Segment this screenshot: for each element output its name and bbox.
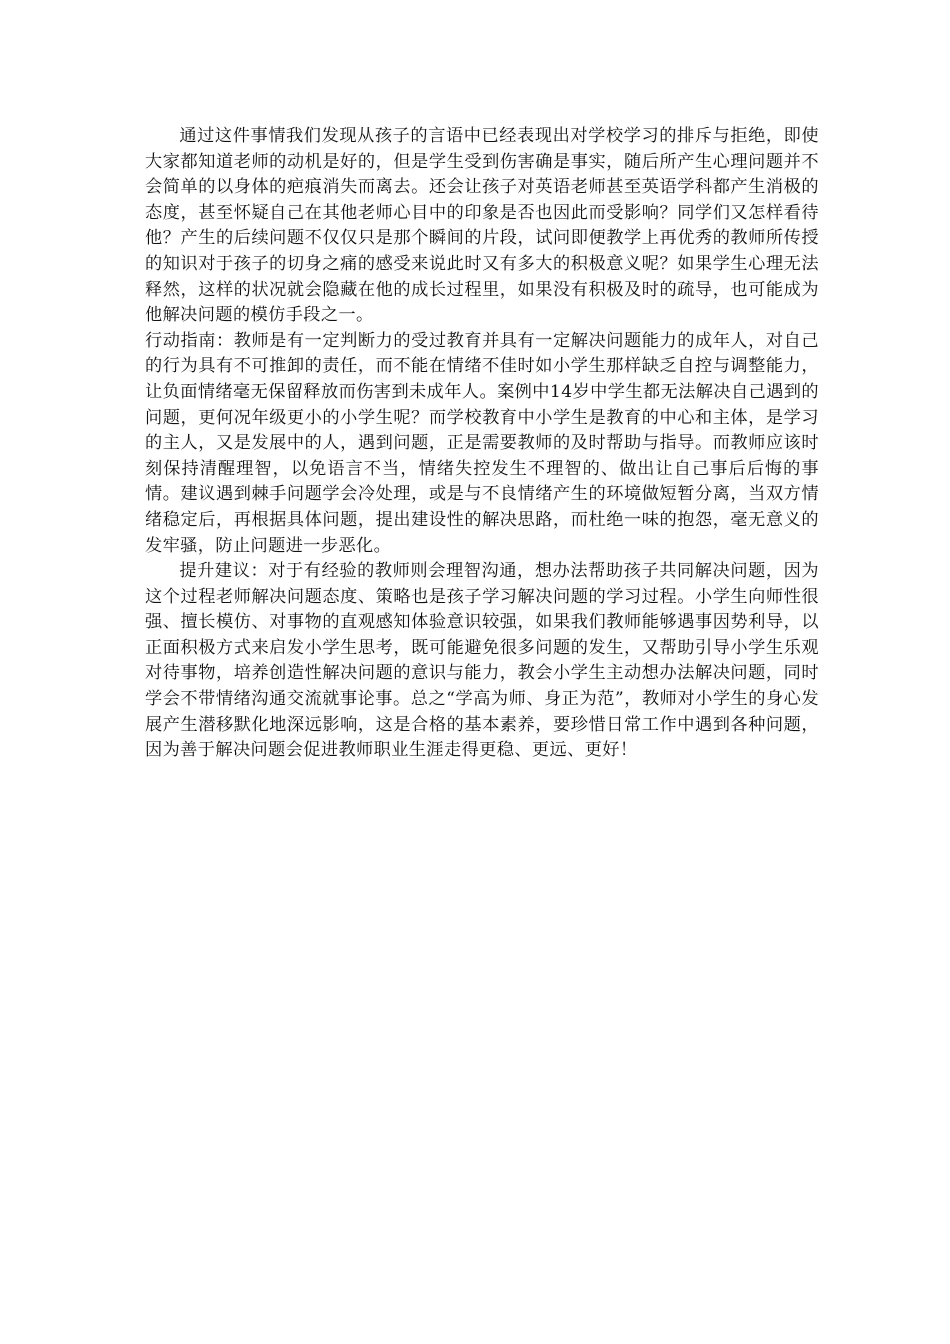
paragraph-reflection: 通过这件事情我们发现从孩子的言语中已经表现出对学校学习的排斥与拒绝，即使大家都知道老师的动机是好的，但是学生受到伤害确是事实，随后所产生心理问题并不会简单的以身体的疤痕消失而离去。还会让孩子对英语老师甚至英语学科都产生消极的态度，甚至怀疑自己在其他老师心目中的印象是否也因此而受影响？同学们又怎样看待他？产生的后续问题不仅仅只是那个瞬间的片段，试问即便教学上再优秀的教师所传授的知识对于孩子的切身之痛的感受来说此时又有多大的积极意义呢？如果学生心理无法释然，这样的状况就会隐藏在他的成长过程里，如果没有积极及时的疏导，也可能成为他解决问题的模仿手段之一。 — [145, 126, 819, 326]
paragraph-action-guide: 行动指南：教师是有一定判断力的受过教育并具有一定解决问题能力的成年人，对自己的行为具有不可推卸的责任，而不能在情绪不佳时如小学生那样缺乏自控与调整能力，让负面情绪毫无保留释放而伤害到未成年人。案例中14岁中学生都无法解决自己遇到的问题，更何况年级更小的小学生呢？而学校教育中小学生是教育的中心和主体，是学习的主人，又是发展中的人，遇到问题，正是需要教师的及时帮助与指导。而教师应该时刻保持清醒理智，以免语言不当，情绪失控发生不理智的、做出让自己事后后悔的事情。建议遇到棘手问题学会冷处理，或是与不良情绪产生的环境做短暂分离，当双方情绪稳定后，再根据具体问题，提出建设性的解决思路，而杜绝一味的抱怨，毫无意义的发牢骚，防止问题进一步恶化。 — [145, 330, 819, 556]
document-body — [145, 124, 819, 764]
paragraph-improvement-advice: 提升建议：对于有经验的教师则会理智沟通，想办法帮助孩子共同解决问题，因为这个过程老师解决问题态度、策略也是孩子学习解决问题的学习过程。小学生向师性很强、擅长模仿、对事物的直观感知体验意识较强，如果我们教师能够遇事因势利导，以正面积极方式来启发小学生思考，既可能避免很多问题的发生，又帮助引导小学生乐观对待事物，培养创造性解决问题的意识与能力，教会小学生主动想办法解决问题，同时学会不带情绪沟通交流就事论事。总之“学高为师、身正为范”，教师对小学生的身心发展产生潜移默化地深远影响，这是合格的基本素养，要珍惜日常工作中遇到各种问题，因为善于解决问题会促进教师职业生涯走得更稳、更远、更好！ — [145, 561, 819, 761]
